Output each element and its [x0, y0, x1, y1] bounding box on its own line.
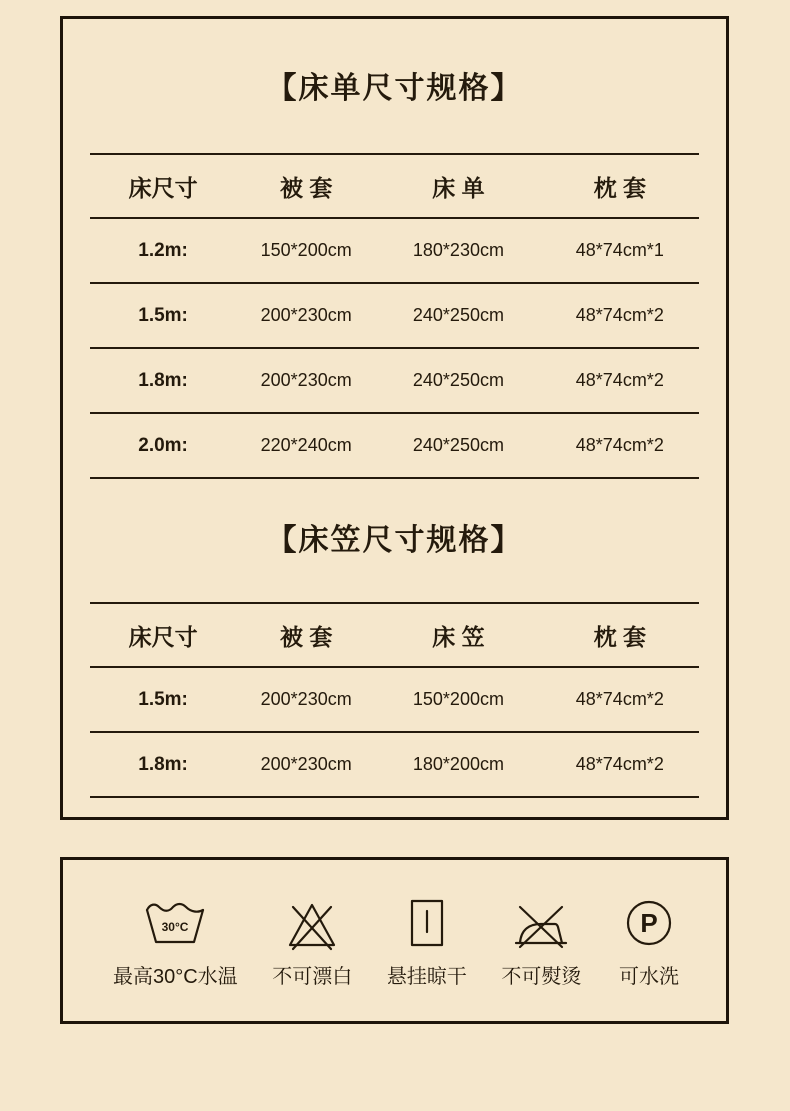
fitted-sheet-spec-title: 【床笠尺寸规格】: [266, 524, 523, 557]
bed-sheet-spec-title: 【床单尺寸规格】: [266, 72, 523, 105]
table-row: [90, 414, 699, 479]
cell-pillowcase: 48*74cm*2: [575, 370, 664, 390]
cell-duvet-cover: 200*230cm: [260, 305, 352, 325]
cell-duvet-cover: 200*230cm: [260, 370, 352, 390]
cell-pillowcase: 48*74cm*1: [575, 240, 664, 260]
care-item-washable: [616, 894, 682, 989]
care-instructions-panel: [60, 857, 729, 1024]
care-label: 可水洗: [619, 966, 679, 988]
cell-bed-size: 1.5m:: [138, 304, 188, 326]
cell-duvet-cover: 200*230cm: [260, 754, 352, 774]
bed-sheet-spec-table: [90, 153, 699, 479]
cell-duvet-cover: 220*240cm: [260, 435, 352, 455]
cell-bed-sheet: 240*250cm: [412, 370, 504, 390]
cell-pillowcase: 48*74cm*2: [575, 689, 664, 709]
svg-text:30°C: 30°C: [161, 920, 189, 934]
cell-bed-size: 1.8m:: [138, 369, 188, 391]
col-header-bed-size: 床尺寸: [128, 174, 198, 201]
cell-duvet-cover: 150*200cm: [260, 240, 352, 260]
cell-bed-size: 1.8m:: [138, 753, 188, 775]
cell-pillowcase: 48*74cm*2: [575, 754, 664, 774]
do-not-iron-icon: [508, 894, 574, 952]
care-label: 悬挂晾干: [386, 966, 467, 988]
cell-duvet-cover: 200*230cm: [260, 689, 352, 709]
care-item-no-iron: [501, 894, 581, 989]
cell-bed-size: 2.0m:: [138, 434, 188, 456]
table-header-row: [90, 602, 699, 668]
cell-bed-sheet: 240*250cm: [412, 435, 504, 455]
table-row: [90, 668, 699, 733]
care-label: 不可漂白: [272, 966, 353, 988]
col-header-duvet-cover: 被 套: [279, 623, 333, 650]
table-row: [90, 284, 699, 349]
cell-fitted-sheet: 150*200cm: [412, 689, 504, 709]
col-header-pillowcase: 枕 套: [593, 174, 646, 201]
col-header-bed-sheet: 床 单: [432, 174, 485, 201]
table-header-row: [90, 153, 699, 219]
cell-bed-size: 1.5m:: [138, 688, 188, 710]
cell-fitted-sheet: 180*200cm: [412, 754, 504, 774]
col-header-pillowcase: 枕 套: [593, 623, 646, 650]
table-row: [90, 733, 699, 798]
cell-bed-sheet: 180*230cm: [412, 240, 504, 260]
care-item-wash-temp: [113, 894, 238, 989]
washable-p-icon: [616, 894, 682, 952]
cell-bed-sheet: 240*250cm: [412, 305, 504, 325]
col-header-duvet-cover: 被 套: [279, 174, 333, 201]
table-row: [90, 219, 699, 284]
table-row: [90, 349, 699, 414]
care-label: 不可熨烫: [501, 966, 582, 988]
col-header-bed-size: 床尺寸: [128, 623, 198, 650]
wash-max-30c-icon: [142, 894, 208, 952]
care-item-hang-dry: [387, 894, 467, 989]
col-header-fitted-sheet: 床 笠: [432, 623, 485, 650]
care-item-no-bleach: [272, 894, 352, 989]
do-not-bleach-icon: [279, 894, 345, 952]
care-label: 最高30°C水温: [113, 966, 238, 988]
fitted-sheet-spec-table: [90, 602, 699, 798]
cell-bed-size: 1.2m:: [138, 239, 188, 261]
hang-dry-icon: [394, 894, 460, 952]
size-spec-panel: [60, 16, 729, 820]
cell-pillowcase: 48*74cm*2: [575, 305, 664, 325]
cell-pillowcase: 48*74cm*2: [575, 435, 664, 455]
svg-text:P: P: [640, 908, 658, 938]
